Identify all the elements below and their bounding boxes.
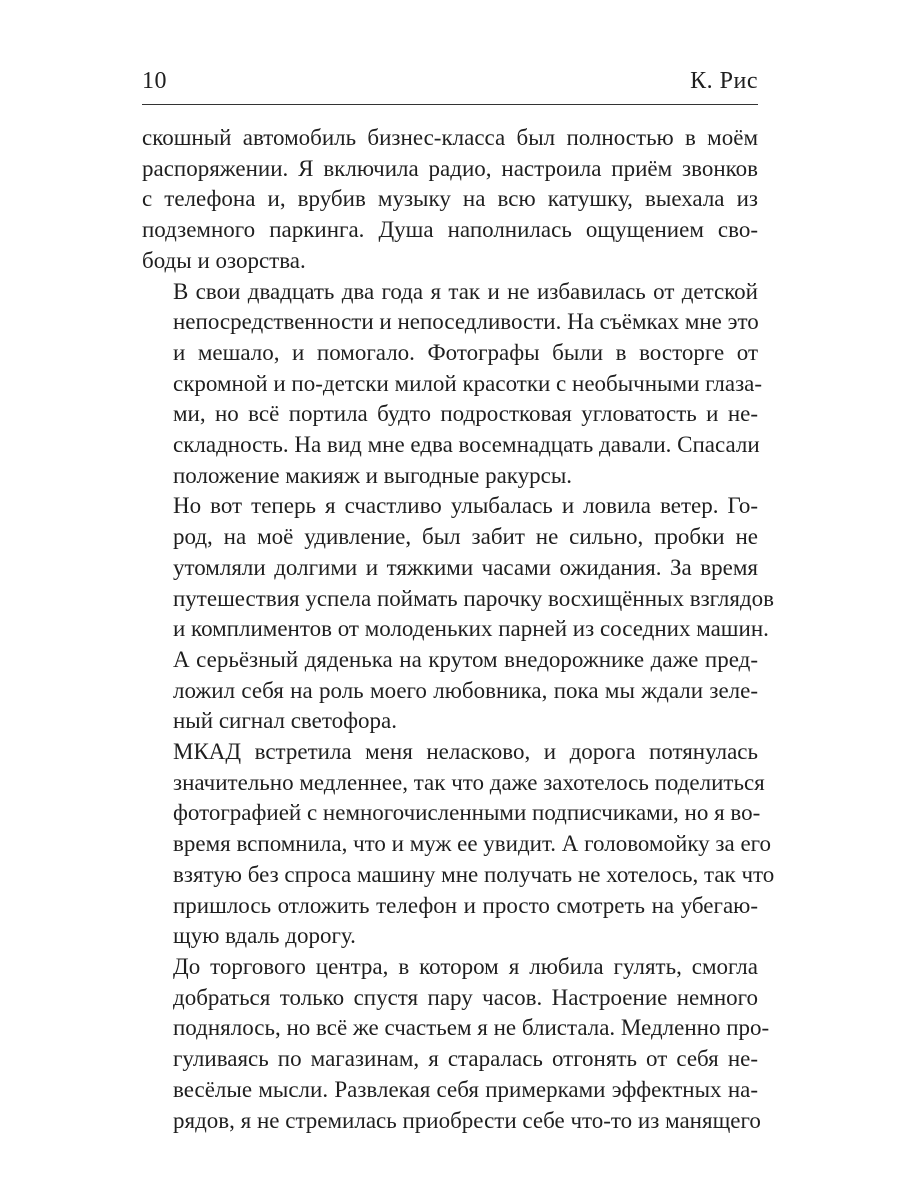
text-line: весёлые мысли. Развлекая себя примерками эффектных на- [173, 1076, 758, 1102]
text-line: взятую без спроса машину мне получать не хотелось, так что [173, 861, 775, 887]
text-line: и мешало, и помогало. Фотографы были в восторге от [173, 339, 758, 365]
book-page [142, 64, 775, 1136]
text-line: фотографией с немногочисленными подписчиками, но я во- [173, 800, 761, 826]
text-line: подземного паркинга. Душа наполнилась ощущением сво- [142, 217, 758, 243]
text-line: поднялось, но всё же счастьем я не блистала. Медленно про- [173, 1015, 770, 1041]
text-line: и комплиментов от молоденьких парней из соседних машин. [173, 616, 769, 642]
paragraph [142, 737, 775, 952]
text-line: с телефона и, врубив музыку на всю катушку, выехала из [142, 186, 758, 212]
text-line: добраться только спустя пару часов. Настроение немного [173, 984, 758, 1010]
text-line: До торгового центра, в котором я любила гулять, смогла [173, 953, 758, 979]
paragraph [142, 491, 775, 737]
text-line: Но вот теперь я счастливо улыбалась и ловила ветер. Го- [173, 493, 758, 519]
text-line: скошный автомобиль бизнес-класса был полностью в моём [142, 125, 758, 150]
text-line: непосредственности и непоседливости. На съёмках мне это [173, 309, 759, 335]
text-line: А серьёзный дяденька на крутом внедорожнике даже пред- [173, 646, 758, 672]
body-text [142, 123, 775, 1136]
text-line: В свои двадцать два года я так и не избавилась от детской [173, 278, 758, 304]
text-line: ми, но всё портила будто подростковая угловатость и не- [173, 401, 758, 427]
text-line: МКАД встретила меня неласково, и дорога потянулась [173, 739, 758, 765]
text-line: пришлось отложить телефон и просто смотреть на убегаю- [173, 892, 758, 918]
text-line: щую вдаль дорогу. [173, 923, 356, 949]
text-line: ный сигнал светофора. [173, 708, 397, 734]
author-name: К. Рис [690, 68, 758, 94]
text-line: время вспомнила, что и муж ее увидит. А головомойку за его [173, 831, 772, 857]
paragraph [142, 277, 763, 492]
text-line: положение макияж и выгодные ракурсы. [173, 462, 573, 488]
text-line: значительно медленнее, так что даже захотелось поделиться [173, 769, 765, 795]
text-line: боды и озорства. [142, 247, 306, 273]
paragraph [142, 952, 770, 1136]
text-line: складность. На вид мне едва восемнадцать давали. Спасали [173, 432, 760, 458]
text-line: скромной и по-детски милой красотки с необычными глаза- [173, 370, 763, 396]
text-line: распоряжении. Я включила радио, настроила приём звонков [142, 155, 758, 181]
text-line: гуливаясь по магазинам, я старалась отгонять от себя не- [173, 1046, 758, 1072]
text-line: род, на моё удивление, был забит не сильно, пробки не [173, 524, 758, 550]
text-line: утомляли долгими и тяжкими часами ожидания. За время [173, 554, 758, 580]
text-line: ложил себя на роль моего любовника, пока мы ждали зеле- [173, 677, 758, 703]
text-line: рядов, я не стремилась приобрести себе что-то из манящего [173, 1107, 761, 1133]
page-number: 10 [142, 68, 167, 94]
running-head [142, 64, 758, 105]
paragraph [142, 123, 758, 277]
text-line: путешествия успела поймать парочку восхищённых взглядов [173, 585, 775, 611]
